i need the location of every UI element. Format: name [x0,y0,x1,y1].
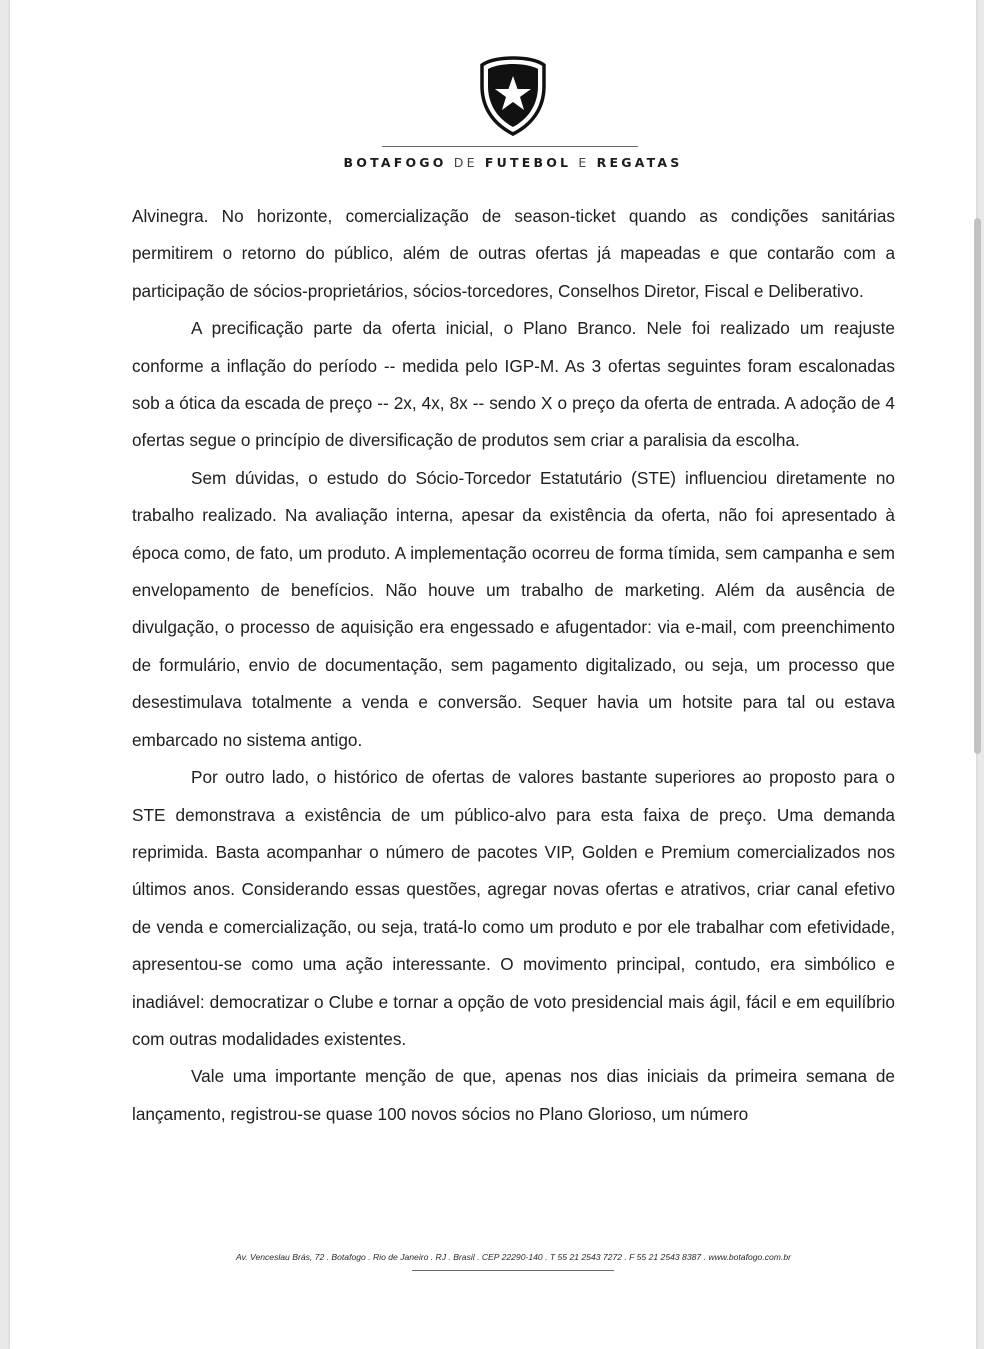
footer-address: Av. Venceslau Brás, 72 . Botafogo . Rio de Janeiro . RJ . Brasil . CEP 22290-140 . T 55 21 2543 7272 . F 55 21 2543 8387 . www.botafogo.com.br [236,1252,791,1262]
paragraph: Sem dúvidas, o estudo do Sócio-Torcedor Estatutário (STE) influenciou diretamente no trabalho realizado. Na avaliação interna, apesar da existência da oferta, não foi apresentado à época como, de fato, um produto. A implementação ocorreu de forma tímida, sem campanha e sem envelopamento de benefícios. Não houve um trabalho de marketing. Além da ausência de divulgação, o processo de aquisição era engessado e afugentador: via e-mail, com preenchimento de formulário, envio de documentação, sem pagamento digitalizado, ou seja, um processo que desestimulava totalmente a venda e conversão. Sequer havia um hotsite para tal ou estava embarcado no sistema antigo. [132,467,895,750]
club-name-part: BOTAFOGO [343,155,447,170]
club-name-part: E [578,155,590,170]
club-name-part: FUTEBOL [484,155,572,170]
document-body [132,198,895,1133]
paragraph: Alvinegra. No horizonte, comercialização de season-ticket quando as condições sanitárias permitirem o retorno do público, além de outras ofertas já mapeadas e que contarão com a participação de sócios-proprietários, sócios-torcedores, Conselhos Diretor, Fiscal e Deliberativo. [132,206,895,301]
paragraph: Por outro lado, o histórico de ofertas de valores bastante superiores ao proposto para o STE demonstrava a existência de um público-alvo para esta faixa de preço. Uma demanda reprimida. Basta acompanhar o número de pacotes VIP, Golden e Premium comercializados nos últimos anos. Considerando essas questões, agregar novas ofertas e atrativos, criar canal efetivo de venda e comercialização, ou seja, tratá-lo como um produto e por ele trabalhar com efetividade, apresentou-se como uma ação interessante. O movimento principal, contudo, era simbólico e inadiável: democratizar o Clube e tornar a opção de voto presidencial mais ágil, fácil e em equilíbrio com outras modalidades existentes. [132,767,895,1049]
document-page [10,0,976,1349]
vertical-scrollbar[interactable] [974,218,981,754]
paragraph: A precificação parte da oferta inicial, o Plano Branco. Nele foi realizado um reajuste conforme a inflação do período -- medida pelo IGP-M. As 3 ofertas seguintes foram escalonadas sob a ótica da escada de preço -- 2x, 4x, 8x -- sendo X o preço da oferta de entrada. A adoção de 4 ofertas segue o princípio de diversificação de produtos sem criar a paralisia da escolha. [132,318,895,451]
paragraph: Vale uma importante menção de que, apenas nos dias iniciais da primeira semana de lançamento, registrou-se quase 100 novos sócios no Plano Glorioso, um número [132,1066,895,1124]
club-name-heading [310,155,716,170]
footer-divider [412,1270,614,1271]
club-name-part: REGATAS [596,155,683,170]
botafogo-crest-logo [479,56,547,136]
club-name-part: DE [453,155,478,170]
header-divider [382,146,638,147]
